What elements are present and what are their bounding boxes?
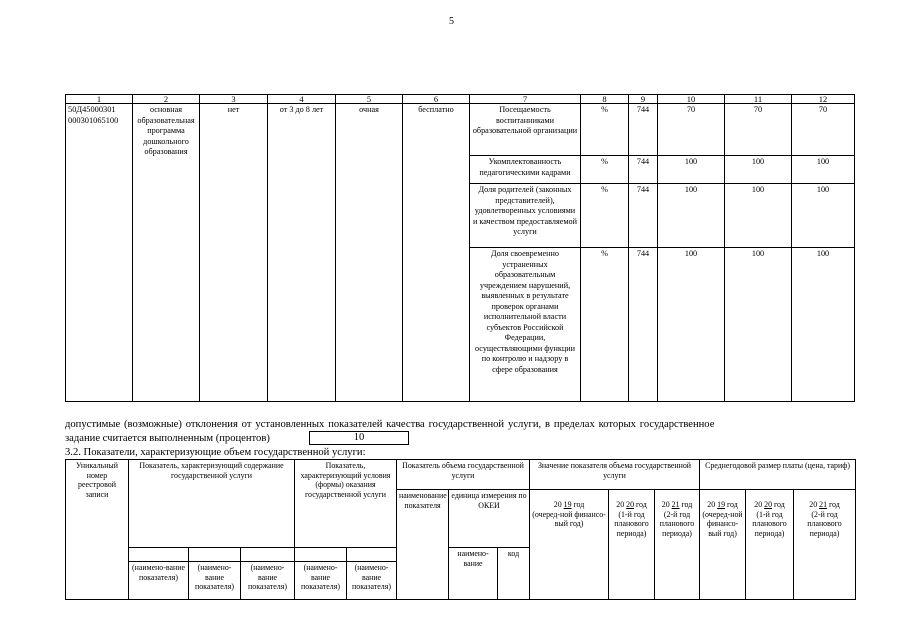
col-number: 2 bbox=[133, 95, 200, 104]
okei-cell: 744 bbox=[629, 104, 658, 156]
unit-header: единица измерения по ОКЕИ bbox=[449, 490, 530, 548]
price-year-2: 20 20 год (1-й год планового периода) bbox=[746, 490, 794, 600]
volume-value-header: Значение показателя объема государственной услуги bbox=[530, 460, 700, 490]
form-cell: очная bbox=[336, 104, 403, 402]
age-cell: от 3 до 8 лет bbox=[268, 104, 336, 402]
unit-cell: % bbox=[581, 184, 629, 248]
value-year-1: 20 19 год (очеред-ной финансо-вый год) bbox=[530, 490, 609, 600]
value-year-3: 20 21 год (2-й год планового периода) bbox=[655, 490, 700, 600]
section-heading: 3.2. Показатели, характеризующие объем государственной услуги: bbox=[65, 447, 366, 458]
payment-cell: бесплатно bbox=[403, 104, 470, 402]
col-number: 3 bbox=[200, 95, 268, 104]
col-number: 8 bbox=[581, 95, 629, 104]
col-number: 6 bbox=[403, 95, 470, 104]
avg-price-header: Среднегодовой размер платы (цена, тариф) bbox=[700, 460, 856, 490]
table-row bbox=[66, 104, 855, 156]
deviation-value-box: 10 bbox=[309, 431, 409, 445]
col-number: 11 bbox=[725, 95, 792, 104]
value-cell: 100 bbox=[725, 156, 792, 184]
value-cell: 100 bbox=[792, 248, 855, 402]
content-indicator-3: (наимено-вание показателя) bbox=[241, 562, 295, 600]
content-indicator-header: Показатель, характеризующий содержание государственной услуги bbox=[129, 460, 295, 548]
col-number: 12 bbox=[792, 95, 855, 104]
unit-name-header: наимено-вание bbox=[449, 548, 498, 600]
conditions-indicator-2: (наимено-вание показателя) bbox=[347, 562, 397, 600]
okei-cell: 744 bbox=[629, 184, 658, 248]
unit-cell: % bbox=[581, 156, 629, 184]
deviation-text: допустимые (возможные) отклонения от установленных показателей качества государственной услуги, в пределах которых государственное bbox=[65, 419, 715, 430]
page-number: 5 bbox=[449, 16, 454, 27]
col-number: 4 bbox=[268, 95, 336, 104]
deviation-text-2: задание считается выполненным (процентов) bbox=[65, 433, 270, 444]
column-number-row bbox=[66, 95, 855, 104]
col-number: 7 bbox=[470, 95, 581, 104]
indicator-cell: Доля родителей (законных представителей), удовлетворенных условиями и качеством предоставляемой услуги bbox=[470, 184, 581, 248]
value-cell: 70 bbox=[725, 104, 792, 156]
conditions-indicator-header: Показатель, характеризующий условия (формы) оказания государственной услуги bbox=[295, 460, 397, 548]
value-cell: 70 bbox=[792, 104, 855, 156]
indicator-name-header: наименование показателя bbox=[397, 490, 449, 600]
okei-cell: 744 bbox=[629, 156, 658, 184]
unit-code-header: код bbox=[498, 548, 530, 600]
value-cell: 70 bbox=[658, 104, 725, 156]
price-year-3: 20 21 год (2-й год планового периода) bbox=[794, 490, 856, 600]
conditions-indicator-1: (наимено-вание показателя) bbox=[295, 562, 347, 600]
program-cell: основная образовательная программа дошкольного образования bbox=[133, 104, 200, 402]
content-indicator-2: (наимено-вание показателя) bbox=[189, 562, 241, 600]
value-cell: 100 bbox=[725, 248, 792, 402]
unit-cell: % bbox=[581, 248, 629, 402]
value-cell: 100 bbox=[658, 156, 725, 184]
value-cell: 100 bbox=[725, 184, 792, 248]
price-year-1: 20 19 год (очеред-ной финансо-вый год) bbox=[700, 490, 746, 600]
registry-code: 50Д45000301 000301065100 bbox=[66, 104, 133, 402]
value-cell: 100 bbox=[658, 248, 725, 402]
col-number: 5 bbox=[336, 95, 403, 104]
content-indicator-1: (наимено-вание показателя) bbox=[129, 562, 189, 600]
value-cell: 100 bbox=[792, 184, 855, 248]
unique-number-header: Уникальный номер реестровой записи bbox=[66, 460, 129, 600]
volume-indicator-header: Показатель объема государственной услуги bbox=[397, 460, 530, 490]
col-number: 10 bbox=[658, 95, 725, 104]
quality-indicators-table bbox=[65, 94, 855, 402]
volume-indicators-table bbox=[65, 459, 856, 600]
value-year-2: 20 20 год (1-й год планового периода) bbox=[609, 490, 655, 600]
unit-cell: % bbox=[581, 104, 629, 156]
value-cell: 100 bbox=[792, 156, 855, 184]
indicator-cell: Укомплектованность педагогическими кадрами bbox=[470, 156, 581, 184]
okei-cell: 744 bbox=[629, 248, 658, 402]
indicator-cell: Доля своевременно устраненных образовательным учреждением нарушений, выявленных в результате проверок органами исполнительной власти субъектов Российской Федерации, осуществляющими функции по контролю и надзору в сфере образования bbox=[470, 248, 581, 402]
value-cell: 100 bbox=[658, 184, 725, 248]
disability-cell: нет bbox=[200, 104, 268, 402]
col-number: 9 bbox=[629, 95, 658, 104]
indicator-cell: Посещаемость воспитанниками образовательной организации bbox=[470, 104, 581, 156]
col-number: 1 bbox=[66, 95, 133, 104]
